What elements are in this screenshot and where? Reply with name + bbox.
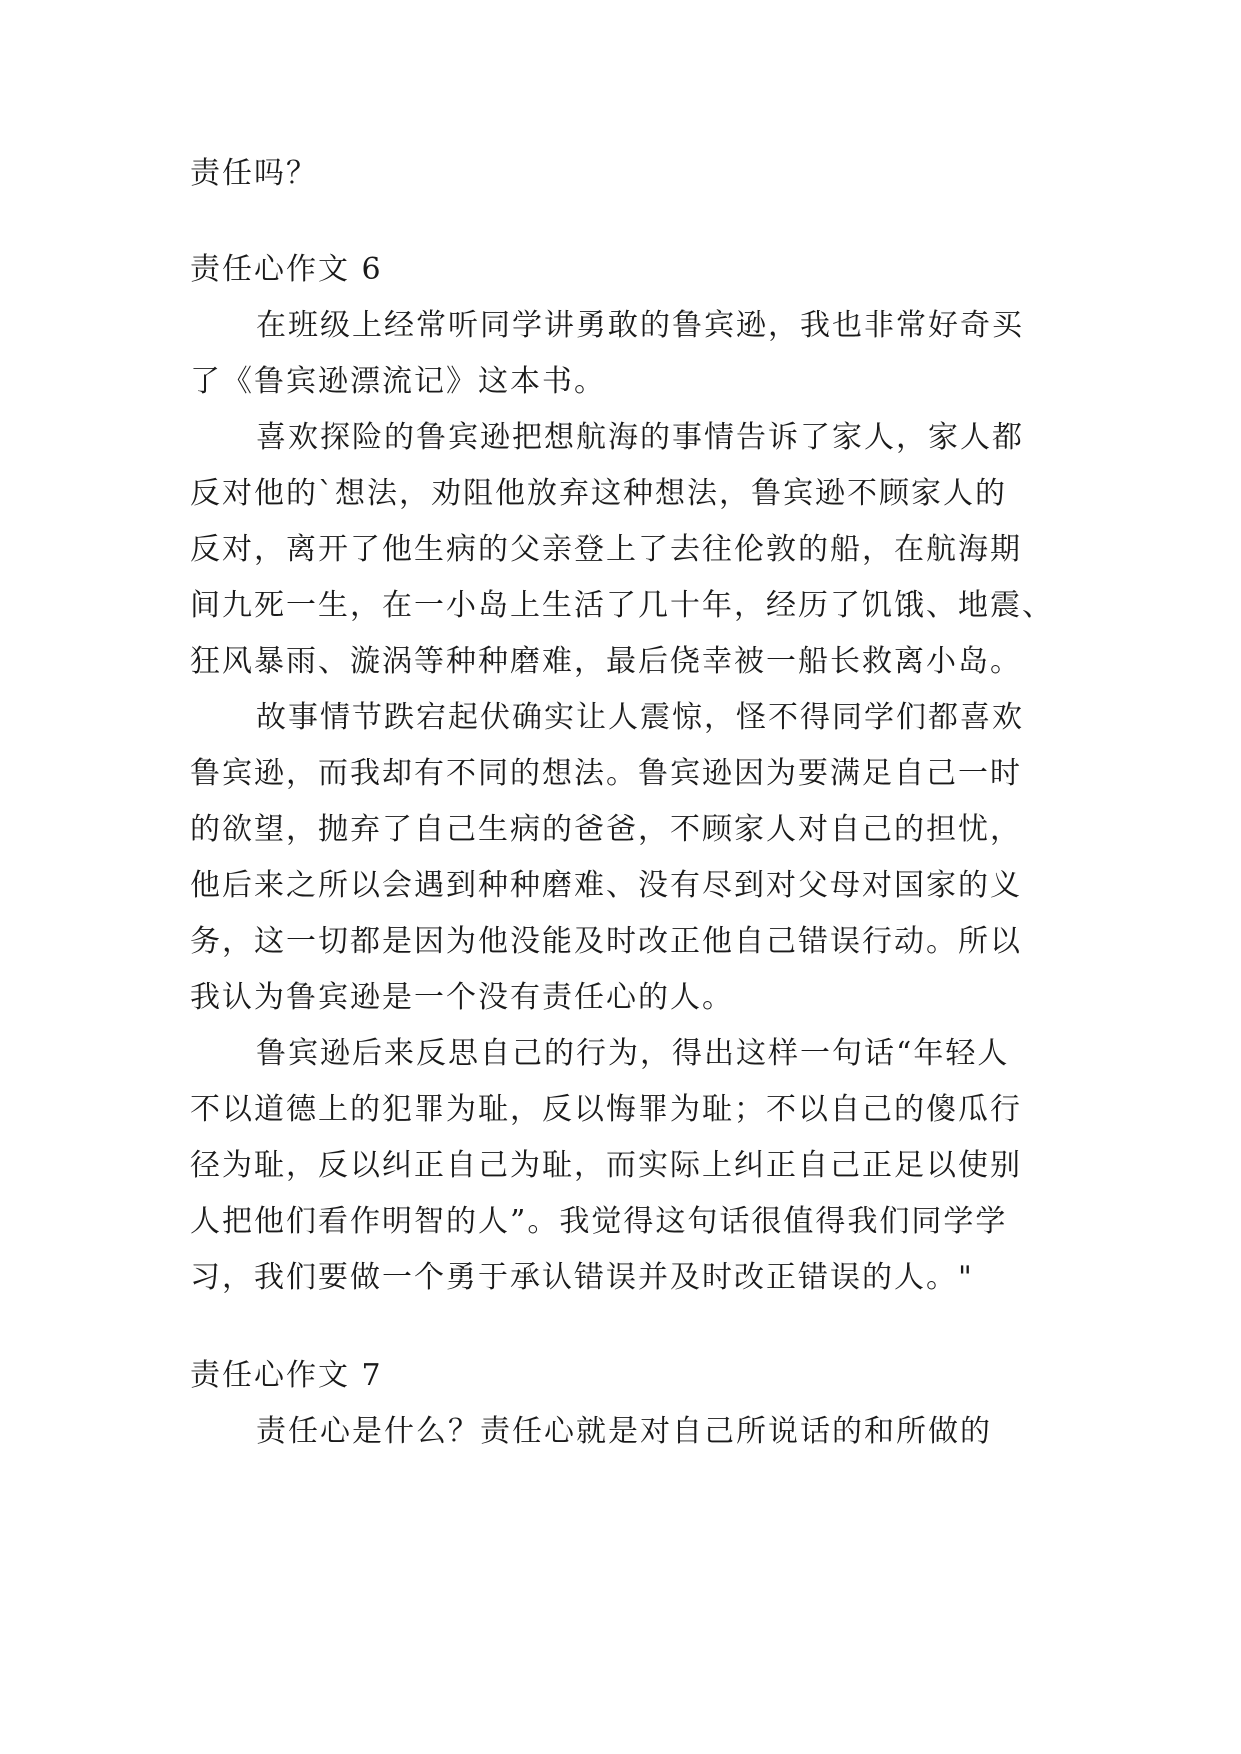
paragraph-4-line-4: 人把他们看作明智的人”。我觉得这句话很值得我们同学学 <box>190 1204 1008 1239</box>
paragraph-2-line-2: 反对他的`想法，劝阻他放弃这种想法，鲁宾逊不顾家人的 <box>190 476 1007 511</box>
paragraph-1-line-1: 在班级上经常听同学讲勇敢的鲁宾逊，我也非常好奇买 <box>256 308 1024 343</box>
paragraph-3-line-6: 我认为鲁宾逊是一个没有责任心的人。 <box>190 980 734 1015</box>
paragraph-5-line-1: 责任心是什么？责任心就是对自己所说话的和所做的 <box>256 1414 992 1449</box>
section-heading-7: 责任心作文 7 <box>190 1358 383 1393</box>
paragraph-3-line-1: 故事情节跌宕起伏确实让人震惊，怪不得同学们都喜欢 <box>256 700 1024 735</box>
paragraph-3-line-3: 的欲望，抛弃了自己生病的爸爸，不顾家人对自己的担忧， <box>190 812 1022 847</box>
paragraph-4-line-3: 径为耻，反以纠正自己为耻，而实际上纠正自己正足以使别 <box>190 1148 1022 1183</box>
paragraph-2-line-1: 喜欢探险的鲁宾逊把想航海的事情告诉了家人，家人都 <box>256 420 1024 455</box>
section-heading-6: 责任心作文 6 <box>190 252 383 287</box>
paragraph-2-line-3: 反对，离开了他生病的父亲登上了去往伦敦的船，在航海期 <box>190 532 1022 567</box>
paragraph-4-line-5: 习，我们要做一个勇于承认错误并及时改正错误的人。" <box>190 1260 974 1295</box>
text-line-continuation: 责任吗？ <box>190 156 318 191</box>
paragraph-4-line-2: 不以道德上的犯罪为耻，反以悔罪为耻；不以自己的傻瓜行 <box>190 1092 1022 1127</box>
paragraph-2-line-4: 间九死一生，在一小岛上生活了几十年，经历了饥饿、地震、 <box>190 588 1054 623</box>
paragraph-3-line-4: 他后来之所以会遇到种种磨难、没有尽到对父母对国家的义 <box>190 868 1022 903</box>
paragraph-1-line-2: 了《鲁宾逊漂流记》这本书。 <box>190 364 606 399</box>
paragraph-3-line-2: 鲁宾逊，而我却有不同的想法。鲁宾逊因为要满足自己一时 <box>190 756 1022 791</box>
paragraph-4-line-1: 鲁宾逊后来反思自己的行为，得出这样一句话“年轻人 <box>256 1036 1010 1071</box>
paragraph-3-line-5: 务，这一切都是因为他没能及时改正他自己错误行动。所以 <box>190 924 1022 959</box>
paragraph-2-line-5: 狂风暴雨、漩涡等种种磨难，最后侥幸被一船长救离小岛。 <box>190 644 1022 679</box>
